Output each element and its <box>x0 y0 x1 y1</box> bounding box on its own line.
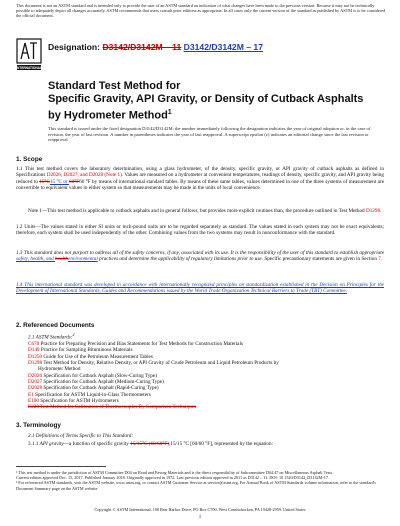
scope-note-1: Note 1—This test method is applicable to cutback asphalts and in general follows, but provides more explicit routines than, the procedure outlined in Test Method D1298. <box>28 208 382 214</box>
footnote-divider <box>16 466 106 467</box>
scope-paragraph-4: 1.4 This international standard was developed in accordance with internationally recognized principles on standardization established in the Decision on Principles for the Development of International Standards, Guides and Recommendations issued by the World Trade Organization Technical Barriers to Trade (TBT) Committee. <box>16 282 384 295</box>
page-number: 1 <box>198 515 202 520</box>
refdocs-subheading: 2.1 ASTM Standards:$^2$ <box>28 332 75 341</box>
footnote-1b: Current edition approved Dec. 15, 2017. Published January 2018. Originally approved in 1972. Last previous edition approved in 2011 as D3142 – 11. DOI: 10.1520/D3142_D3142M-17. <box>16 475 330 481</box>
list-item[interactable]: D2027 Specification for Cutback Asphalt (Medium-Curing Type) <box>28 379 164 386</box>
scope-paragraph-1: 1.1 This test method covers the laboratory determination, using a glass hydrometer, of the density, specific gravity, or API gravity of cutback asphalts as defined in Specifications D2026, D2027, and D2028 (Note 1). Values are measured on a hydrometer at convenient temperatures, readings of density, specific gravity, and API gravity being reduced to 15°C15 °C or 60°F60 °F by means of international standard tables. By means of these same tables, values determined in one of the three systems of measurement are convertible to equivalent values in either system so that measurements may be made in the units of local convenience. <box>16 166 385 191</box>
section-refdocs-heading: 2. Referenced Documents <box>16 322 95 329</box>
list-item[interactable]: D1298 Test Method for Density, Relative Density, or API Gravity of Crude Petroleum and Liquid Petroleum Products by <box>28 360 279 367</box>
note-ref-d1298[interactable]: D1298 <box>365 208 381 214</box>
standard-issue-note: This standard is issued under the fixed designation D3142/D3142M; the number immediately following the designation indicates the year of original adoption or, in the case of revision, the year of last revision. A number in parentheses indicates the year of last reapproval. A superscript epsilon (ε) indicates an editorial change since the last revision or reapproval. <box>48 126 371 143</box>
designation-line <box>48 42 378 52</box>
astm-logo-icon <box>16 38 42 74</box>
section-scope-heading: 1. Scope <box>16 156 43 163</box>
list-item[interactable]: C670 Practice for Preparing Precision and Bias Statements for Test Methods for Construction Materials <box>28 341 243 347</box>
list-item[interactable]: E1 Specification for ASTM Liquid-in-Glass Thermometers <box>28 391 151 398</box>
designation-old-code: D3142/D3142M – 11 <box>102 42 182 52</box>
list-item-deleted[interactable]: E220 Test Method for Calibration of Thermocouples By Comparison Techniques <box>28 404 196 411</box>
referenced-standards-list <box>28 341 384 411</box>
list-item[interactable]: D140 Practice for Sampling Bituminous Materials <box>28 347 133 354</box>
title-line-3: by Hydrometer Method <box>48 109 168 122</box>
logo-text: INTERNATIONAL <box>16 66 42 70</box>
scope-paragraph-3: 1.3 This standard does not purport to address all of the safety concerns, if any, associated with its use. It is the responsibility of the user of this standard to establish appropriate safety, health, and healthenvironmental practices and determine the applicability of regulatory limitations prior to use. Specific precautionary statements are given in Section 7. <box>16 250 384 263</box>
designation-new-code: D3142/D3142M – 17 <box>183 42 263 52</box>
document-title <box>48 80 368 123</box>
scope-paragraph-2: 1.2 Units—The values stated in either SI units or inch-pound units are to be regarded separately as standard. The values stated in each system may not be exact equivalents; therefore, each system shall be used independently of the other. Combining values from the two systems may result in nonconformance with the standard. <box>16 224 384 237</box>
revision-notice: This document is not an ASTM standard and is intended only to provide the user of an ASTM standard an indication of what changes have been made to the previous version. Because it may not be technically possible to adequately depict all changes accurately, ASTM recommends that users consult prior editions as appropriate. In all cases only the current version of the standard as published by ASTM is to be considered the official document. <box>16 3 386 19</box>
footnote-2: ² For referenced ASTM standards, visit the ASTM website, www.astm.org, or contact ASTM Customer Service at service@astm.org. For Annual Book of ASTM Standards volume information, refer to the standard's Document Summary page on the ASTM website. <box>16 480 376 491</box>
list-item[interactable]: D2028 Specification for Cutback Asphalt (Rapid-Curing Type) <box>28 385 159 392</box>
list-item[interactable]: E100 Specification for ASTM Hydrometers <box>28 398 119 405</box>
footnotes <box>16 470 384 491</box>
list-item[interactable]: D1250 Guide for Use of the Petroleum Measurement Tables <box>28 353 153 360</box>
copyright-line: Copyright © ASTM International, 100 Barr Harbor Drive, PO Box C700, West Conshohocken, PA 19428-2959. United States <box>94 507 306 512</box>
title-line-1: Standard Test Method for <box>48 80 181 92</box>
designation-label: Designation: <box>48 42 101 52</box>
section-7-link[interactable]: 7 <box>378 256 381 263</box>
terminology-api-gravity: 3.1.1 API gravity—a function of specific gravity 15/15°C (60/60°F),15/15 °C [60/60 °F], represented by the equation: <box>28 441 274 447</box>
terminology-subheading: 3.1 Definitions of Terms Specific to This Standard: <box>28 433 134 439</box>
section-terminology-heading: 3. Terminology <box>16 422 61 429</box>
title-line-2: Specific Gravity, API Gravity, or Density of Cutback Asphalts <box>48 93 364 105</box>
list-item[interactable]: D2026 Specification for Cutback Asphalt (Slow-Curing Type) <box>28 372 157 379</box>
title-footnote-mark: 1 <box>167 109 172 116</box>
footnote-1: ¹ This test method is under the jurisdiction of ASTM Committee D04 on Road and Paving Materials and is the direct responsibility of Subcommittee D04.47 on Miscellaneous Asphalt Tests. <box>16 470 334 475</box>
scope-spec-refs[interactable]: D2026, D2027, and D2028 (Note 1) <box>46 172 122 179</box>
list-item-continuation: Hydrometer Method <box>38 366 81 373</box>
